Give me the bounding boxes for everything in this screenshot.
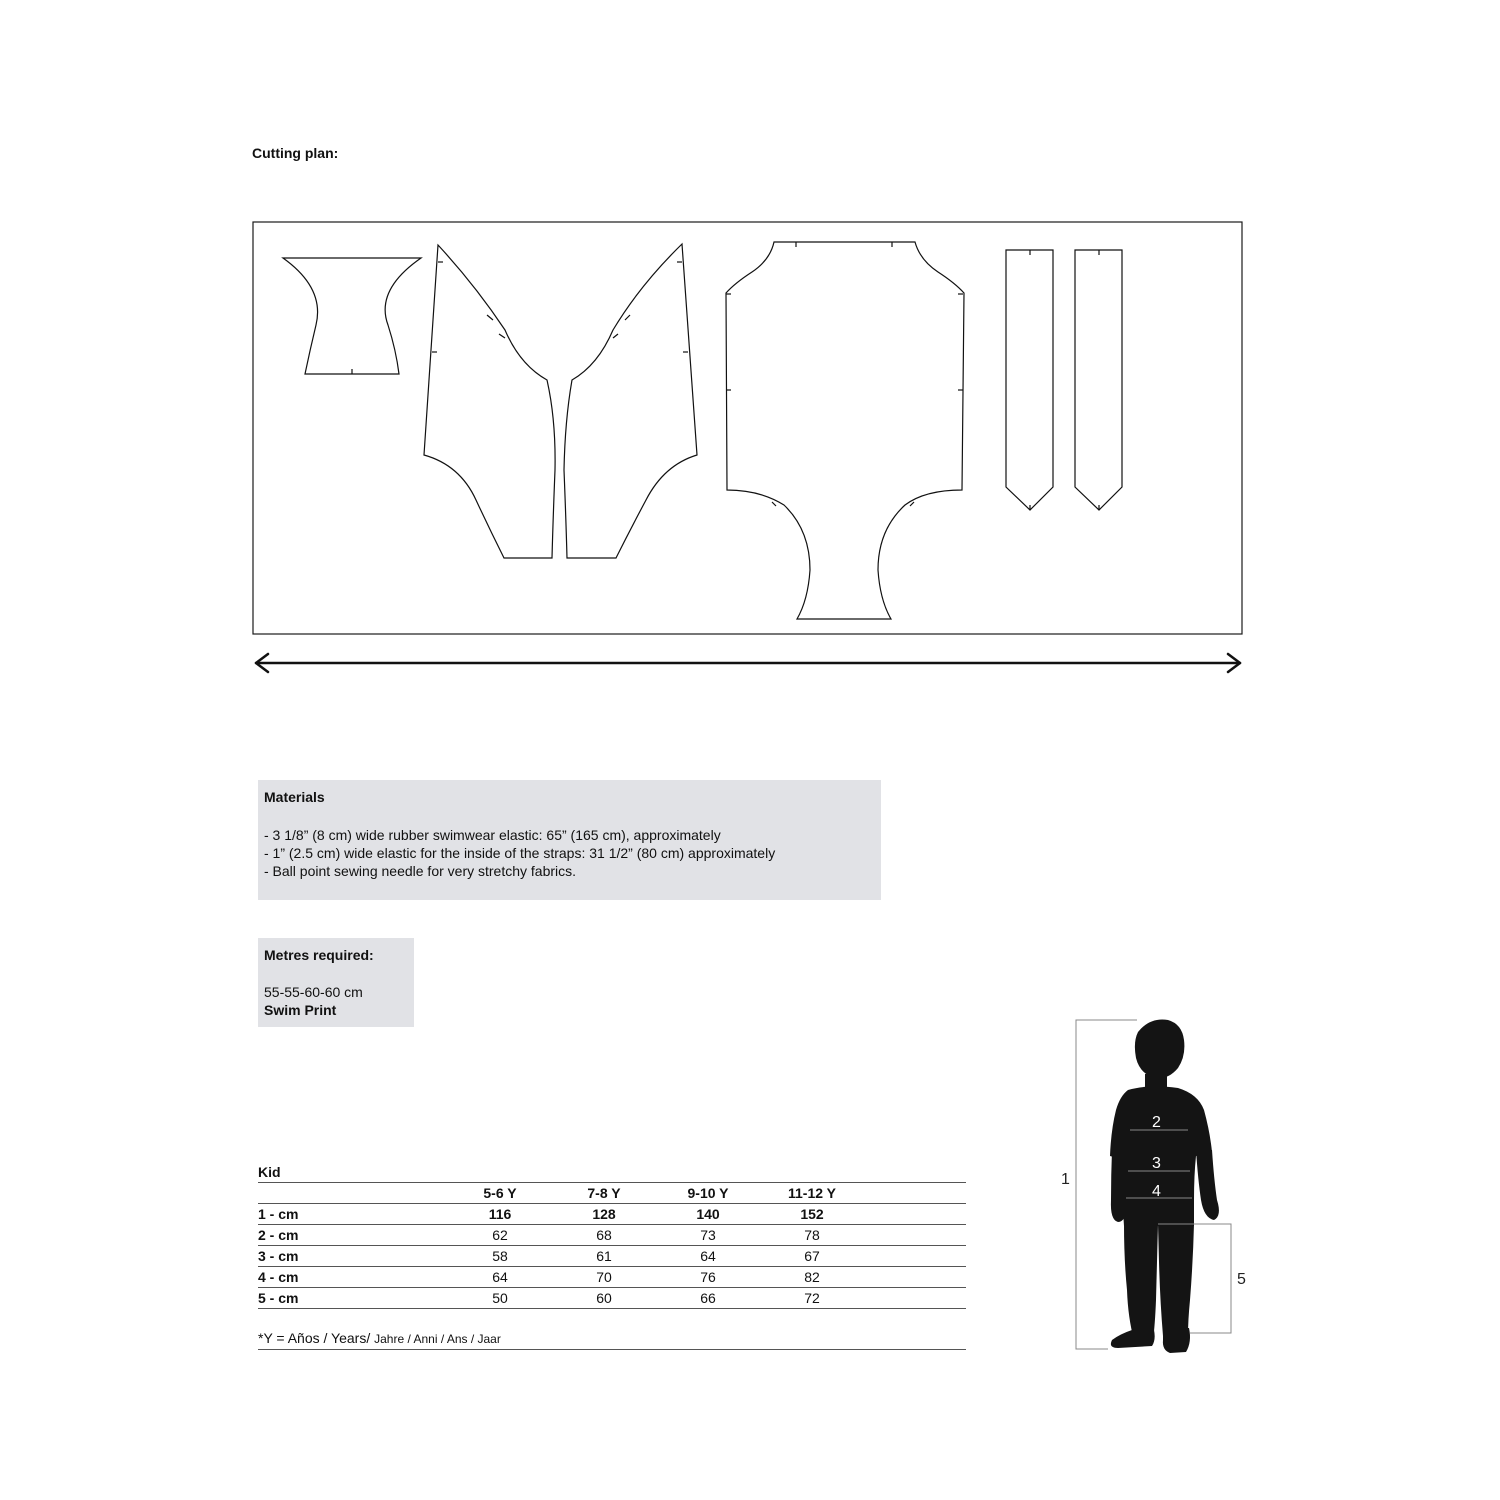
table-header-row: [258, 1183, 966, 1204]
measure-label-3: 3: [1152, 1155, 1161, 1172]
table-row: [258, 1246, 966, 1267]
pattern-piece-strap-right: [1075, 250, 1122, 510]
table-cell: 66: [700, 1290, 716, 1306]
table-cell: 60: [596, 1290, 612, 1306]
measure-label-1: 1: [1061, 1171, 1070, 1188]
column-header: 5-6 Y: [483, 1185, 517, 1201]
column-header: 7-8 Y: [587, 1185, 621, 1201]
row-label: 3 - cm: [258, 1248, 299, 1264]
pattern-piece-strap-left: [1006, 250, 1053, 510]
table-cell: 61: [596, 1248, 612, 1264]
table-cell: 152: [800, 1206, 824, 1222]
table-cell: 64: [700, 1248, 716, 1264]
pattern-piece-front-right: [564, 244, 697, 558]
measurement-figure: [1055, 1010, 1260, 1360]
cutting-plan-title: Cutting plan:: [252, 145, 339, 161]
metres-amount: 55-55-60-60 cm: [264, 984, 363, 1000]
table-row: [258, 1225, 966, 1246]
table-row: [258, 1267, 966, 1288]
child-silhouette: [1110, 1020, 1219, 1354]
table-cell: 70: [596, 1269, 612, 1285]
row-label: 5 - cm: [258, 1290, 299, 1306]
row-label: 4 - cm: [258, 1269, 299, 1285]
table-cell: 82: [804, 1269, 820, 1285]
row-label: 1 - cm: [258, 1206, 299, 1222]
footnote-main: *Y = Años / Years/: [258, 1330, 375, 1346]
table-row: [258, 1288, 966, 1309]
size-group-label: Kid: [258, 1163, 966, 1183]
fabric-name: Swim Print: [264, 1002, 337, 1018]
measure-label-5: 5: [1237, 1271, 1246, 1288]
materials-item: - 1” (2.5 cm) wide elastic for the inside of the straps: 31 1/2” (80 cm) approximately: [264, 845, 776, 861]
column-header: 11-12 Y: [787, 1185, 836, 1201]
table-cell: 73: [700, 1227, 716, 1243]
table-cell: 64: [492, 1269, 508, 1285]
table-cell: 116: [488, 1206, 512, 1222]
table-row: [258, 1204, 966, 1225]
row-label: 2 - cm: [258, 1227, 299, 1243]
table-cell: 58: [492, 1248, 508, 1264]
grainline-arrow: [250, 650, 1246, 676]
materials-box: [258, 780, 881, 900]
table-cell: 76: [700, 1269, 716, 1285]
table-cell: 128: [592, 1206, 616, 1222]
measure-label-2: 2: [1152, 1114, 1161, 1131]
table-cell: 50: [492, 1290, 508, 1306]
table-cell: 62: [492, 1227, 508, 1243]
table-cell: 78: [804, 1227, 820, 1243]
measure-label-4: 4: [1152, 1183, 1161, 1200]
size-footnote: [258, 1327, 966, 1350]
cutting-plan-diagram: [252, 221, 1244, 636]
metres-title: Metres required:: [264, 947, 374, 963]
metres-required-box: [258, 938, 414, 1027]
table-cell: 68: [596, 1227, 612, 1243]
pattern-piece-front-left: [424, 245, 555, 558]
size-table: [258, 1163, 966, 1350]
table-cell: 67: [804, 1248, 820, 1264]
fabric-outline: [253, 222, 1242, 634]
materials-item: - Ball point sewing needle for very stretchy fabrics.: [264, 863, 577, 879]
footnote-small: Jahre / Anni / Ans / Jaar: [374, 1332, 501, 1346]
pattern-piece-back: [726, 242, 964, 619]
column-header: 9-10 Y: [687, 1185, 729, 1201]
pattern-piece-gusset: [283, 258, 421, 374]
materials-title: Materials: [264, 789, 325, 805]
table-cell: 140: [696, 1206, 720, 1222]
table-cell: 72: [804, 1290, 820, 1306]
materials-item: - 3 1/8” (8 cm) wide rubber swimwear elastic: 65” (165 cm), approximately: [264, 827, 721, 843]
